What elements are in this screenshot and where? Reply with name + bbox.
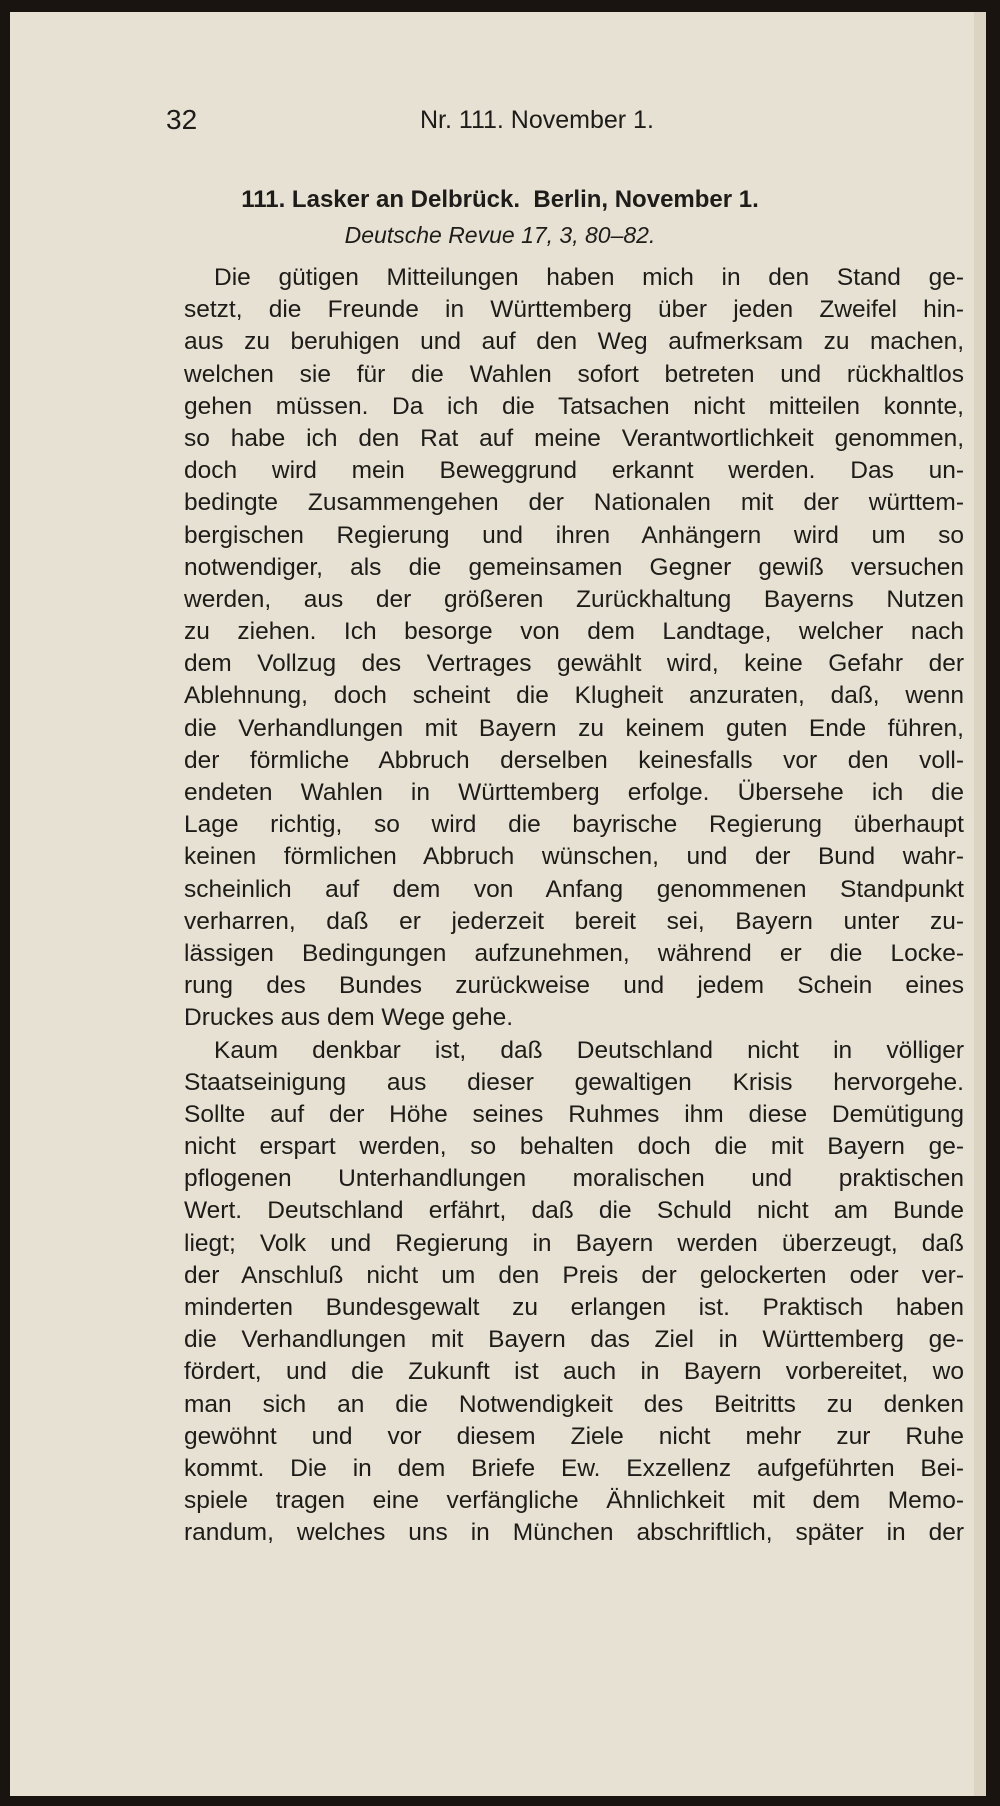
text-line: fördert, und die Zukunft ist auch in Bayern vorbereitet, wo (184, 1358, 964, 1386)
text-line: so habe ich den Rat auf meine Verantwortlichkeit genommen, (184, 424, 964, 452)
text-line: Druckes aus dem Wege gehe. (184, 1004, 514, 1032)
text-line: werden, aus der größeren Zurückhaltung Bayerns Nutzen (184, 585, 964, 613)
text-line: Wert. Deutschland erfährt, daß die Schuld nicht am Bunde (184, 1197, 964, 1225)
paragraph-2 (184, 1035, 964, 1550)
text-line: endeten Wahlen in Württemberg erfolge. Übersehe ich die (184, 779, 964, 806)
text-line: der Anschluß nicht um den Preis der gelockerten oder ver- (184, 1261, 964, 1289)
text-line: pflogenen Unterhandlungen moralischen und praktischen (184, 1165, 964, 1193)
text-line: dem Vollzug des Vertrages gewählt wird, keine Gefahr der (184, 650, 964, 678)
text-line: nicht erspart werden, so behalten doch die mit Bayern ge- (184, 1133, 964, 1161)
text-line: Lage richtig, so wird die bayrische Regierung überhaupt (184, 811, 964, 839)
text-line: welchen sie für die Wahlen sofort betreten und rückhaltlos (184, 360, 964, 388)
text-line: Die gütigen Mitteilungen haben mich in den Stand ge- (214, 264, 964, 291)
text-line: bedingte Zusammengehen der Nationalen mit der württem- (184, 489, 964, 517)
text-line: randum, welches uns in München abschriftlich, später in der (184, 1519, 964, 1547)
text-line: Sollte auf der Höhe seines Ruhmes ihm diese Demütigung (184, 1100, 964, 1128)
text-line: der förmliche Abbruch derselben keinesfalls vor den voll- (184, 746, 964, 774)
text-line: liegt; Volk und Regierung in Bayern werden überzeugt, daß (184, 1229, 964, 1257)
text-line: doch wird mein Beweggrund erkannt werden. Das un- (184, 457, 964, 485)
letter-heading: 111. Lasker an Delbrück. Berlin, November 1. (241, 186, 759, 213)
text-line: minderten Bundesgewalt zu erlangen ist. Praktisch haben (184, 1294, 964, 1321)
text-line: setzt, die Freunde in Württemberg über jeden Zweifel hin- (184, 296, 964, 324)
text-line: verharren, daß er jederzeit bereit sei, Bayern unter zu- (184, 907, 964, 935)
text-line: die Verhandlungen mit Bayern zu keinem guten Ende führen, (184, 714, 964, 742)
page-header (166, 104, 654, 136)
text-line: spiele tragen eine verfängliche Ähnlichkeit mit dem Memo- (184, 1487, 964, 1515)
text-line: aus zu beruhigen und auf den Weg aufmerksam zu machen, (184, 328, 964, 356)
letter-body (184, 262, 964, 1550)
text-line: kommt. Die in dem Briefe Ew. Exzellenz aufgeführten Bei- (184, 1454, 964, 1482)
text-line: lässigen Bedingungen aufzunehmen, während er die Locke- (184, 939, 964, 967)
page-number: 32 (166, 104, 198, 135)
text-line: gehen müssen. Da ich die Tatsachen nicht mitteilen konnte, (184, 392, 964, 420)
text-line: bergischen Regierung und ihren Anhängern wird um so (184, 521, 964, 549)
text-line: rung des Bundes zurückweise und jedem Schein eines (184, 972, 964, 1000)
text-line: Kaum denkbar ist, daß Deutschland nicht in völliger (214, 1036, 964, 1064)
text-line: Ablehnung, doch scheint die Klugheit anzuraten, daß, wenn (184, 682, 964, 710)
page-gutter (974, 12, 986, 1796)
text-line: keinen förmlichen Abbruch wünschen, und der Bund wahr- (184, 843, 964, 871)
text-line: gewöhnt und vor diesem Ziele nicht mehr zur Ruhe (184, 1422, 964, 1450)
text-line: zu ziehen. Ich besorge von dem Landtage, welcher nach (184, 618, 964, 646)
text-line: notwendiger, als die gemeinsamen Gegner gewiß versuchen (184, 553, 964, 581)
paragraph-1 (184, 262, 964, 1035)
text-line: die Verhandlungen mit Bayern das Ziel in Württemberg ge- (184, 1326, 964, 1354)
text-line: scheinlich auf dem von Anfang genommenen Standpunkt (184, 875, 964, 903)
running-title: Nr. 111. November 1. (420, 106, 654, 134)
text-line: Staatseinigung aus dieser gewaltigen Krisis hervorgehe. (184, 1068, 964, 1096)
text-line: man sich an die Notwendigkeit des Beitritts zu denken (184, 1390, 964, 1418)
source-citation: Deutsche Revue 17, 3, 80–82. (344, 222, 656, 248)
